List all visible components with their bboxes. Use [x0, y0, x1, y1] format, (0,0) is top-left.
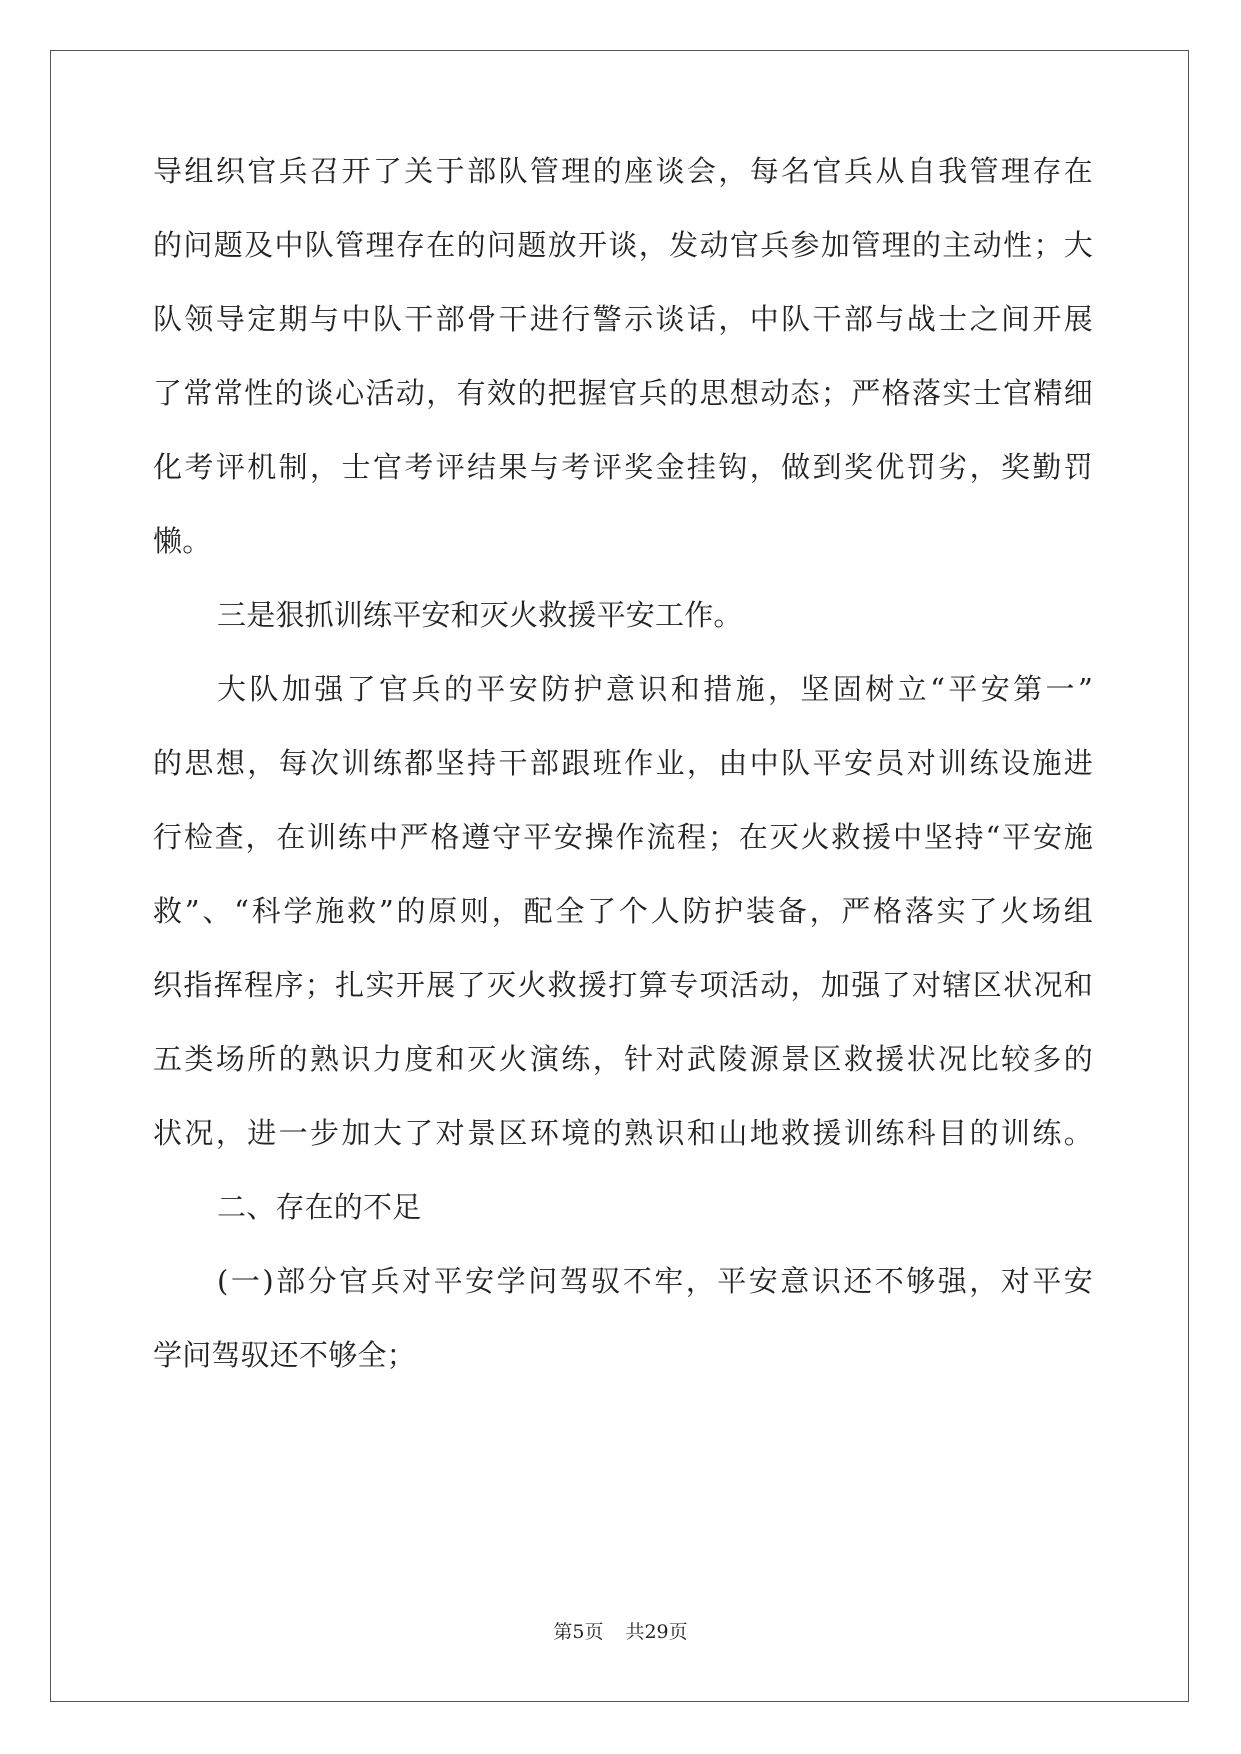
body-line: 导组织官兵召开了关于部队管理的座谈会，每名官兵从自我管理存在 [153, 154, 1093, 188]
page-footer [0, 1617, 1241, 1644]
section-heading: 三是狠抓训练平安和灭火救援平安工作。 [217, 598, 743, 632]
section-heading: 二、存在的不足 [217, 1190, 422, 1224]
page-border [50, 50, 1189, 1702]
body-line: 五类场所的熟识力度和灭火演练，针对武陵源景区救援状况比较多的 [153, 1042, 1093, 1076]
body-line: 化考评机制，士官考评结果与考评奖金挂钩，做到奖优罚劣，奖勤罚 [153, 450, 1093, 484]
body-line: 懒。 [153, 524, 212, 558]
body-line: 了常常性的谈心活动，有效的把握官兵的思想动态；严格落实士官精细 [153, 376, 1093, 410]
body-line: 的问题及中队管理存在的问题放开谈，发动官兵参加管理的主动性；大 [153, 228, 1093, 262]
total-page-count: 共29页 [625, 1621, 688, 1643]
body-line: 学问驾驭还不够全； [153, 1338, 416, 1372]
body-line: 状况，进一步加大了对景区环境的熟识和山地救援训练科目的训练。 [153, 1116, 1093, 1150]
paragraph-first-line: 大队加强了官兵的平安防护意识和措施，坚固树立“平安第一” [217, 672, 1093, 706]
body-line: 救”、“科学施救”的原则，配全了个人防护装备，严格落实了火场组 [153, 894, 1093, 928]
body-line: 的思想，每次训练都坚持干部跟班作业，由中队平安员对训练设施进 [153, 746, 1093, 780]
paragraph-first-line: (一)部分官兵对平安学问驾驭不牢，平安意识还不够强，对平安 [217, 1264, 1093, 1298]
current-page-number: 第5页 [553, 1621, 604, 1643]
body-line: 织指挥程序；扎实开展了灭火救援打算专项活动，加强了对辖区状况和 [153, 968, 1093, 1002]
body-line: 队领导定期与中队干部骨干进行警示谈话，中队干部与战士之间开展 [153, 302, 1093, 336]
body-line: 行检查，在训练中严格遵守平安操作流程；在灭火救援中坚持“平安施 [153, 820, 1093, 854]
